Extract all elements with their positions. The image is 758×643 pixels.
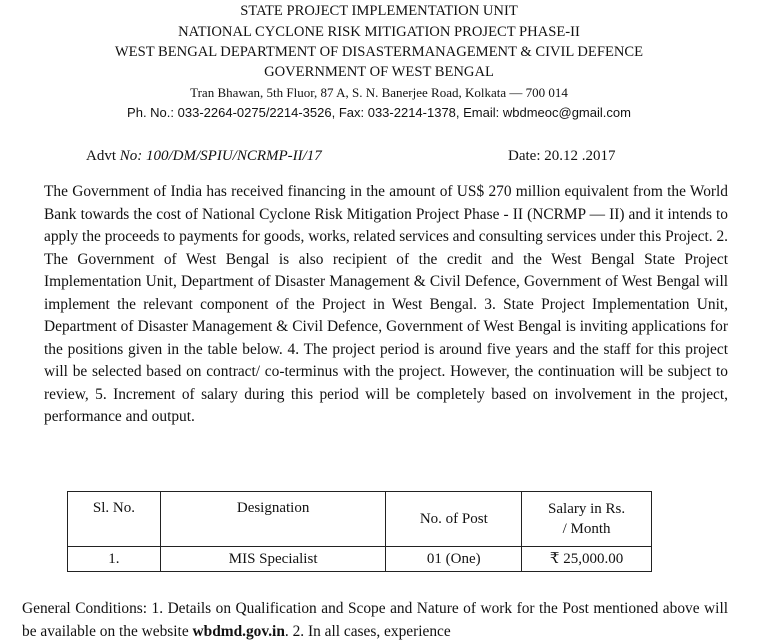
salary-header-line1: Salary in Rs. bbox=[548, 501, 626, 517]
general-conditions bbox=[22, 598, 728, 643]
column-header-posts: No. of Post bbox=[386, 492, 522, 547]
header-project: NATIONAL CYCLONE RISK MITIGATION PROJECT PHASE-II bbox=[178, 24, 580, 40]
advt-prefix: Advt bbox=[86, 148, 120, 164]
header-address: Tran Bhawan, 5th Fluor, 87 A, S. N. Banerjee Road, Kolkata — 700 014 bbox=[190, 85, 568, 100]
table-row bbox=[68, 547, 652, 572]
header-government: GOVERNMENT OF WEST BENGAL bbox=[264, 64, 494, 80]
header-contact: Ph. No.: 033-2264-0275/2214-3526, Fax: 033-2214-1378, Email: wbdmeoc@gmail.com bbox=[127, 105, 631, 120]
table-header-row bbox=[68, 492, 652, 547]
header-unit: STATE PROJECT IMPLEMENTATION UNIT bbox=[240, 3, 518, 19]
column-header-designation: Designation bbox=[160, 492, 386, 547]
general-text-part2: . 2. In all cases, experience bbox=[284, 622, 451, 640]
website-link[interactable]: wbdmd.gov.in bbox=[192, 622, 285, 640]
cell-sl: 1. bbox=[68, 547, 161, 572]
cell-designation: MIS Specialist bbox=[160, 547, 386, 572]
salary-header-line2: / Month bbox=[562, 521, 611, 537]
general-text-part1: General Conditions: 1. Details on Qualification and Scope and Nature of work for the Post mentioned above will be available on the website bbox=[22, 600, 728, 640]
body-paragraph: The Government of India has received financing in the amount of US$ 270 million equivalent from the World Bank towards the cost of National Cyclone Risk Mitigation Project Phase - II (NCRMP — II) and it intends to apply the proceeds to payments for goods, works, related services and consulting services under this Project. 2. The Government of West Bengal is also recipient of the credit and the West Bengal State Project Implementation Unit, Department of Disaster Management & Civil Defence, Government of West Bengal will implement the relevant component of the Project in West Bengal. 3. State Project Implementation Unit, Department of Disaster Management & Civil Defence, Government of West Bengal is inviting applications for the positions given in the table below. 4. The project period is around five years and the staff for this project will be selected based on contract/ co-terminus with the project. However, the continuation will be subject to review, 5. Increment of salary during this period will be completely based on involvement in the project, performance and output. bbox=[44, 183, 728, 425]
advt-date: Date: 20.12 .2017 bbox=[508, 148, 616, 164]
advt-number-value: No: 100/DM/SPIU/NCRMP-II/17 bbox=[119, 148, 322, 164]
column-header-salary bbox=[522, 492, 652, 547]
positions-table bbox=[67, 491, 652, 572]
cell-salary: ₹ 25,000.00 bbox=[522, 547, 652, 572]
cell-posts: 01 (One) bbox=[386, 547, 522, 572]
column-header-sl: Sl. No. bbox=[68, 492, 161, 547]
header-department: WEST BENGAL DEPARTMENT OF DISASTERMANAGEMENT & CIVIL DEFENCE bbox=[114, 44, 644, 60]
advt-number bbox=[86, 146, 322, 166]
